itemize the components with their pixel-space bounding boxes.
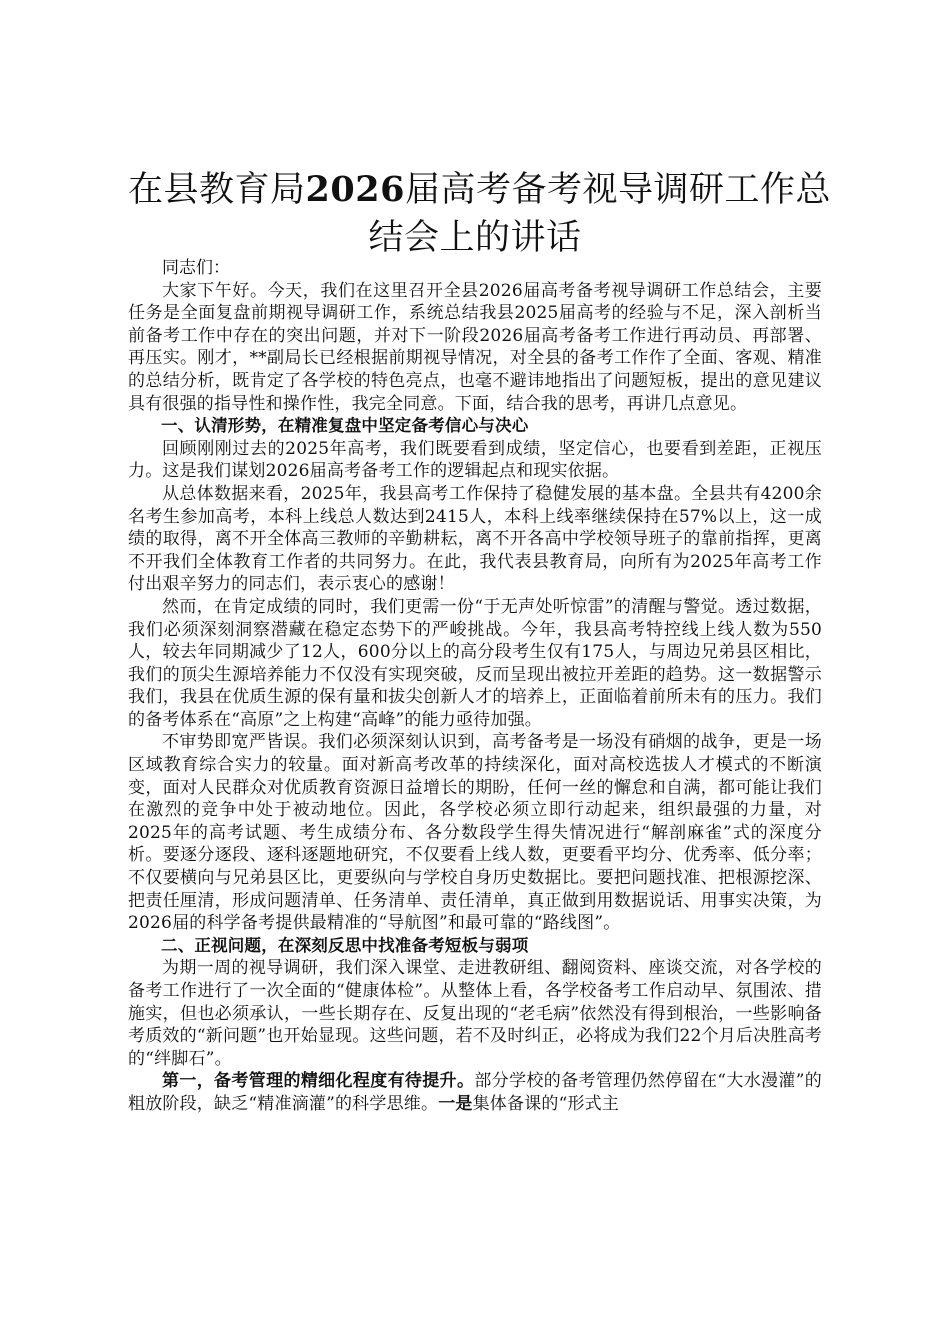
paragraph-opening: 大家下午好。今天，我们在这里召开全县2026届高考备考视导调研工作总结会，主要任务是全面复盘前期视导调研工作，系统总结我县2025届高考的经验与不足，深入剖析当前备考工作中存在的突出问题，并对下一阶段2026届高考备考工作进行再动员、再部署、再压实。刚才，**副局长已经根据前期视导情况，对全县的备考工作作了全面、客观、精准的总结分析，既肯定了各学校的特色亮点，也毫不避讳地指出了问题短板，提出的意见建议具有很强的指导性和操作性，我完全同意。下面，结合我的思考，再讲几点意见。 [128,280,822,414]
title-text-a: 在县教育局 [128,170,306,210]
section-heading-2: 二、正视问题，在深刻反思中找准备考短板与弱项 [161,935,529,955]
paragraph: 然而，在肯定成绩的同时，我们更需一份“于无声处听惊雷”的清醒与警觉。透过数据，我们必须深刻洞察潜藏在稳定态势下的严峻挑战。今年，我县高考特控线上线人数为550人，较去年同期减少了12人，600分以上的高分段考生仅有175人，与周边兄弟县区相比，我们的顶尖生源培养能力不仅没有实现突破，反而呈现出被拉开差距的趋势。这一数据警示我们，我县在优质生源的保有量和拔尖创新人才的培养上，正面临着前所未有的压力。我们的备考体系在“高原”之上构建“高峰”的能力亟待加强。 [128,596,822,730]
point-text-continued: 集体备课的“形式主 [472,1093,620,1114]
paragraph: 不审势即宽严皆误。我们必须深刻认识到，高考备考是一场没有硝烟的战争，更是一场区域教育综合实力的较量。面对新高考改革的持续深化，面对高校选拔人才模式的不断演变，面对人民群众对优质教育资源日益增长的期盼，任何一丝的懈怠和自满，都可能让我们在激烈的竞争中处于被动地位。因此，各学校必须立即行动起来，组织最强的力量，对2025年的高考试题、考生成绩分布、各分数段学生得失情况进行“解剖麻雀”式的深度分析。要逐分逐段、逐科逐题地研究，不仅要看上线人数，更要看平均分、优秀率、低分率；不仅要横向与兄弟县区比，更要纵向与学校自身历史数据比。要把问题找准、把根源挖深、把责任厘清，形成问题清单、任务清单、责任清单，真正做到用数据说话、用事实决策，为2026届的科学备考提供最精准的“导航图”和最可靠的“路线图”。 [128,732,822,934]
title-line-1 [128,166,831,214]
document-title [128,166,831,262]
paragraph: 回顾刚刚过去的2025年高考，我们既要看到成绩，坚定信心，也要看到差距，正视压力。这是我们谋划2026届高考备考工作的逻辑起点和现实依据。 [128,438,822,482]
point-lead: 第一，备考管理的精细化程度有待提升。 [162,1071,475,1092]
point-sub-lead: 一是 [438,1093,473,1114]
title-line-2: 结会上的讲话 [368,218,582,258]
paragraph: 从总体数据来看，2025年，我县高考工作保持了稳健发展的基本盘。全县共有4200余名考生参加高考，本科上线总人数达到2415人，本科上线率继续保持在57%以上，这一成绩的取得，离不开全体高三教师的辛勤耕耘，离不开各高中学校领导班子的靠前指挥，更离不开我们全体教育工作者的共同努力。在此，我代表县教育局，向所有为2025年高考工作付出艰辛努力的同志们，表示衷心的感谢！ [128,483,822,595]
salutation: 同志们： [162,258,230,278]
point-text: 部分学校的备考管理仍然停留在“大水漫灌”的粗放阶段，缺乏“精准滴灌”的科学思维。 [128,1071,822,1114]
paragraph-point-1 [128,1070,822,1115]
paragraph: 为期一周的视导调研，我们深入课堂、走进教研组、翻阅资料、座谈交流，对各学校的备考工作进行了一次全面的“健康体检”。从整体上看，各学校备考工作启动早、氛围浓、措施实，但也必须承认，一些长期存在、反复出现的“老毛病”依然没有得到根治，一些影响备考质效的“新问题”也开始显现。这些问题，若不及时纠正，必将成为我们22个月后决胜高考的“绊脚石”。 [128,958,822,1069]
title-text-b: 届高考备考视导调研工作总 [404,170,831,210]
document-body [128,257,822,1116]
section-heading-1: 一、认清形势，在精准复盘中坚定备考信心与决心 [161,416,529,436]
title-year: 2026 [305,169,405,210]
